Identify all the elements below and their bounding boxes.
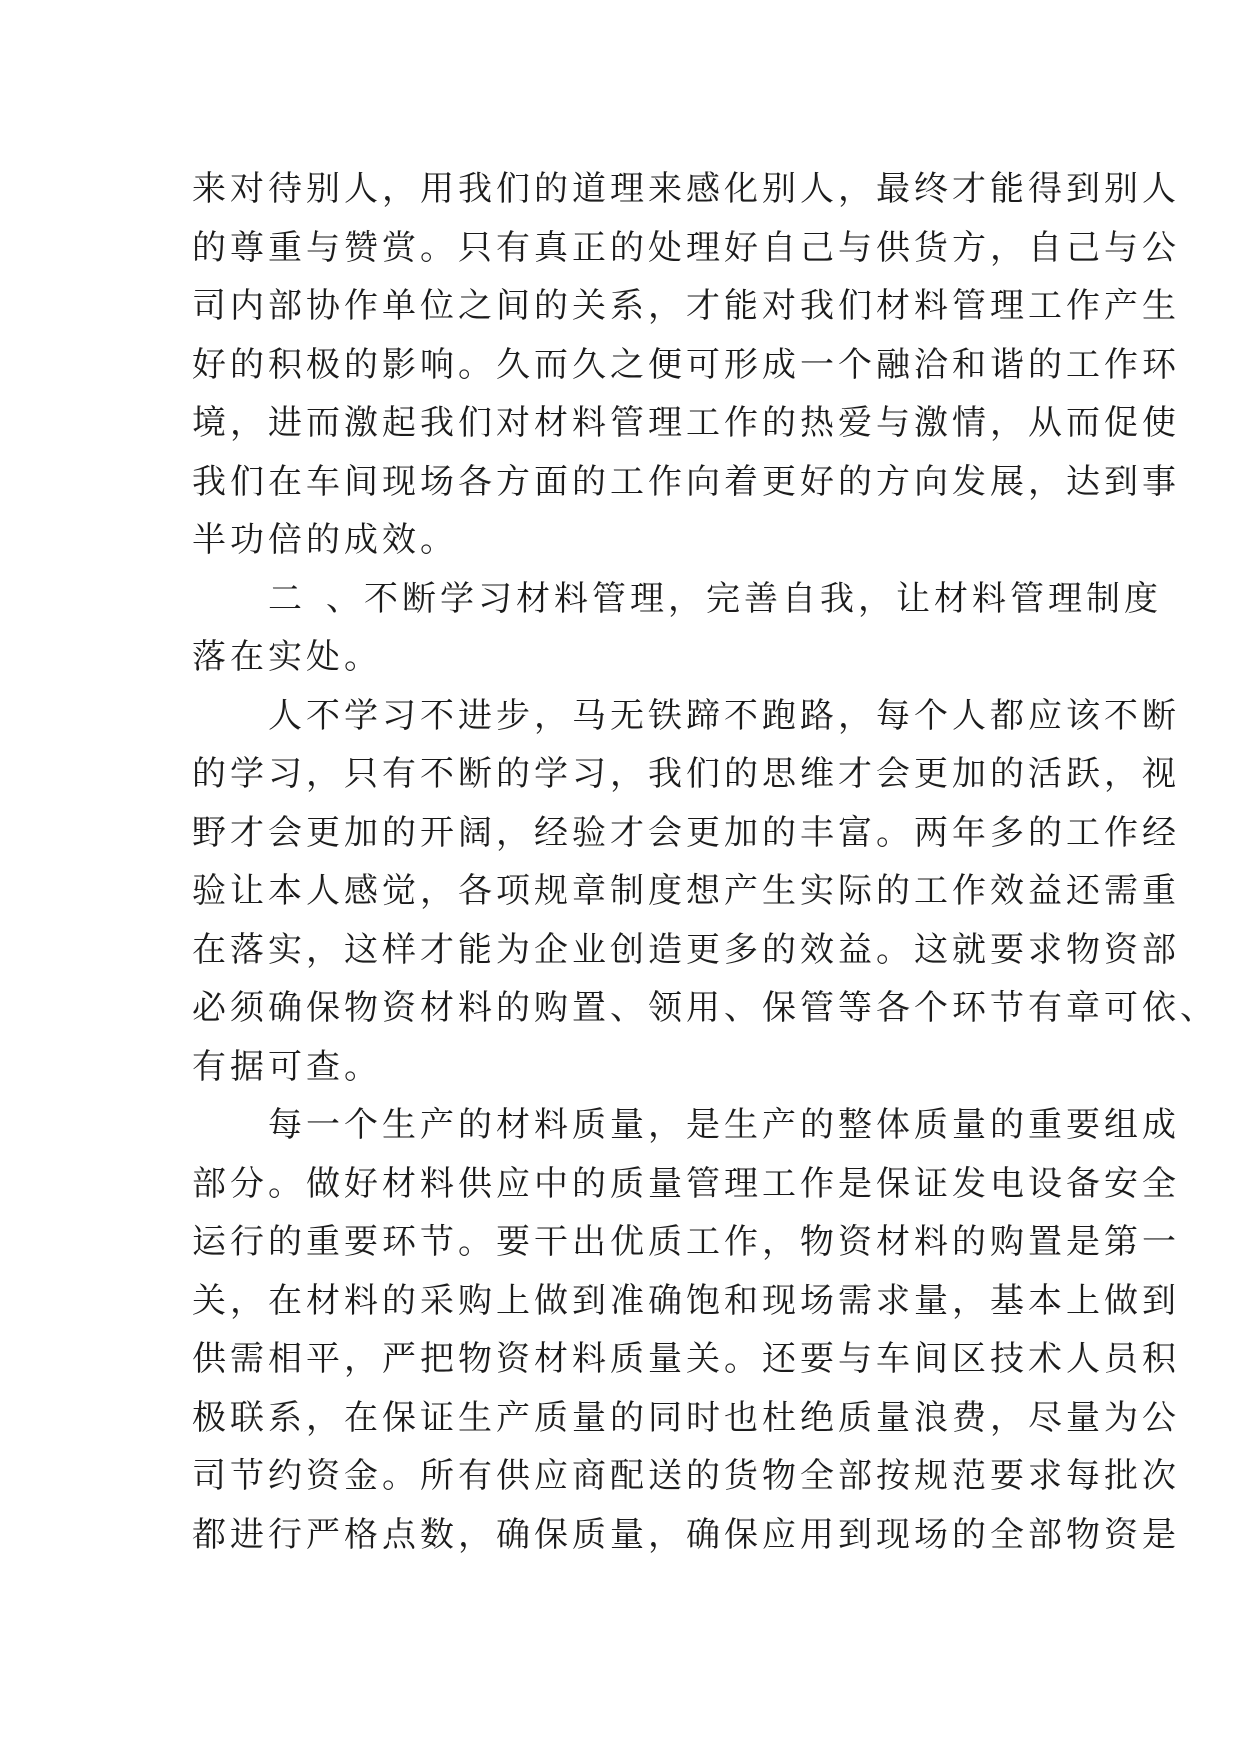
heading-line: [192, 570, 1162, 629]
text-line: 供需相平，严把物资材料质量关。还要与车间区技术人员积: [192, 1339, 1180, 1379]
text-line: 在落实，这样才能为企业创造更多的效益。这就要求物资部: [192, 929, 1180, 970]
paragraph-4: [192, 1096, 1180, 1564]
heading-number: 二、: [268, 578, 364, 619]
paragraph-3: [192, 687, 1218, 1097]
text-line: 关，在材料的采购上做到准确饱和现场需求量，基本上做到: [192, 1280, 1180, 1321]
heading-text: 不断学习材料管理，完善自我，让材料管理制度: [364, 578, 1162, 619]
text-line: 野才会更加的开阔，经验才会更加的丰富。两年多的工作经: [192, 812, 1180, 853]
text-line: 我们在车间现场各方面的工作向着更好的方向发展，达到事: [192, 461, 1180, 502]
text-line: 人不学习不进步，马无铁蹄不跑路，每个人都应该不断: [268, 695, 1180, 736]
text-line: 有据可查。: [192, 1046, 382, 1087]
text-line: 来对待别人，用我们的道理来感化别人，最终才能得到别人: [192, 169, 1180, 209]
document-body: [192, 160, 1218, 1564]
paragraph-1: [192, 160, 1180, 570]
text-line: 好的积极的影响。久而久之便可形成一个融洽和谐的工作环: [192, 344, 1180, 385]
text-line: 运行的重要环节。要干出优质工作，物资材料的购置是第一: [192, 1222, 1180, 1262]
text-line: 的学习，只有不断的学习，我们的思维才会更加的活跃，视: [192, 754, 1180, 794]
text-line: 验让本人感觉，各项规章制度想产生实际的工作效益还需重: [192, 871, 1180, 911]
text-line: 司内部协作单位之间的关系，才能对我们材料管理工作产生: [192, 286, 1180, 326]
text-line: 每一个生产的材料质量，是生产的整体质量的重要组成: [268, 1105, 1180, 1145]
text-line: 境，进而激起我们对材料管理工作的热爱与激情，从而促使: [192, 403, 1180, 443]
text-line: 部分。做好材料供应中的质量管理工作是保证发电设备安全: [192, 1163, 1180, 1204]
text-line: 都进行严格点数，确保质量，确保应用到现场的全部物资是: [192, 1514, 1180, 1555]
text-line: 极联系，在保证生产质量的同时也杜绝质量浪费，尽量为公: [192, 1397, 1180, 1438]
text-line: 司节约资金。所有供应商配送的货物全部按规范要求每批次: [192, 1456, 1180, 1496]
text-line: 的尊重与赞赏。只有真正的处理好自己与供货方，自己与公: [192, 227, 1180, 268]
section-heading: [192, 570, 1162, 687]
text-line: 半功倍的成效。: [192, 520, 458, 560]
text-line: 必须确保物资材料的购置、领用、保管等各个环节有章可依、: [192, 988, 1218, 1028]
heading-line: 落在实处。: [192, 637, 382, 677]
